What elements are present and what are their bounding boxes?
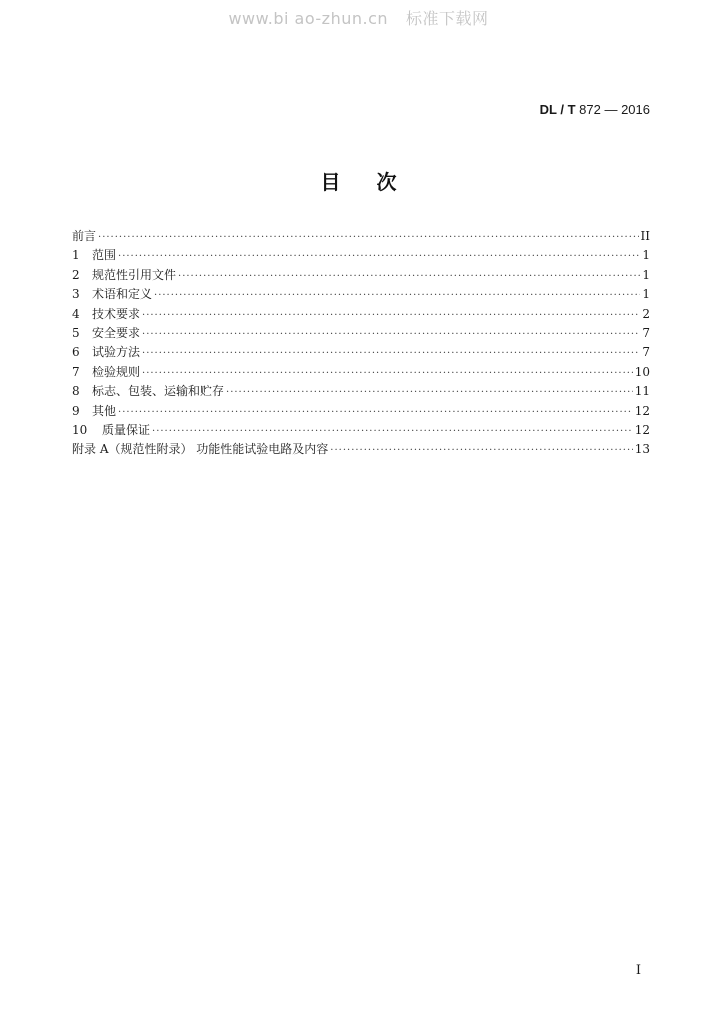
toc-entry-label: 范围 <box>92 248 117 263</box>
toc-entry-number: 5 <box>72 325 80 340</box>
toc-entry-label: 标志、包装、运输和贮存 <box>92 384 225 399</box>
toc-entry-foreword[interactable] <box>72 227 650 246</box>
document-code-number: 872 — 2016 <box>575 102 650 117</box>
toc-entry-number: 4 <box>72 306 80 321</box>
toc-entry-page: 12 <box>634 403 650 418</box>
toc-entry-label: 检验规则 <box>92 364 141 379</box>
page-title: 目次 <box>320 170 433 194</box>
toc-entry-9[interactable] <box>72 402 650 421</box>
toc-entry-6[interactable] <box>72 343 650 362</box>
toc-entry-1[interactable] <box>72 246 650 265</box>
toc-leader-dots <box>142 344 640 363</box>
toc-leader-dots <box>142 364 633 383</box>
toc-entry-page: 2 <box>642 306 650 321</box>
toc-entry-appendix-a[interactable] <box>72 440 650 459</box>
toc-leader-dots <box>118 403 633 422</box>
toc-entry-page: 1 <box>642 287 650 302</box>
watermark-url: www.bi ao-zhun.cn <box>228 9 389 28</box>
toc-leader-dots <box>178 267 640 286</box>
toc-entry-label: 技术要求 <box>92 306 141 321</box>
toc-entry-4[interactable] <box>72 305 650 324</box>
toc-entry-page: 7 <box>642 345 650 360</box>
toc-entry-3[interactable] <box>72 285 650 304</box>
toc-entry-label: 质量保证 <box>102 422 151 437</box>
toc-entry-10[interactable] <box>72 421 650 440</box>
toc-entry-label: 前言 <box>72 229 97 243</box>
toc-entry-number: 10 <box>72 422 88 437</box>
toc-entry-label: 附录 A（规范性附录） 功能性能试验电路及内容 <box>72 442 329 457</box>
watermark <box>0 6 717 29</box>
toc-entry-number: 3 <box>72 287 80 302</box>
toc-entry-label: 试验方法 <box>92 345 141 360</box>
toc-entry-page: 1 <box>642 248 650 263</box>
toc-entry-page: II <box>640 229 650 243</box>
toc-leader-dots <box>154 286 640 305</box>
document-code <box>540 102 650 117</box>
toc-entry-8[interactable] <box>72 382 650 401</box>
toc-entry-label: 术语和定义 <box>92 287 153 302</box>
toc-entry-page: 10 <box>634 364 650 379</box>
page-number: I <box>635 963 641 978</box>
toc-entry-page: 12 <box>634 422 650 437</box>
toc-entry-number: 1 <box>72 248 80 263</box>
toc-leader-dots <box>152 422 633 441</box>
toc-entry-label: 其他 <box>92 403 117 418</box>
toc-entry-number: 2 <box>72 267 80 282</box>
toc-leader-dots <box>226 383 633 402</box>
toc-entry-5[interactable] <box>72 324 650 343</box>
toc-entry-page: 11 <box>634 384 650 399</box>
toc-entry-number: 6 <box>72 345 80 360</box>
watermark-site-name: 标准下载网 <box>406 9 489 28</box>
toc-entry-number: 9 <box>72 403 80 418</box>
toc-leader-dots <box>142 325 640 344</box>
toc-entry-number: 7 <box>72 364 80 379</box>
toc-leader-dots <box>118 247 640 266</box>
toc-leader-dots <box>142 306 640 325</box>
toc-leader-dots <box>330 441 632 460</box>
toc-entry-number: 8 <box>72 384 80 399</box>
toc-entry-2[interactable] <box>72 266 650 285</box>
toc-entry-page: 7 <box>642 325 650 340</box>
toc-entry-7[interactable] <box>72 363 650 382</box>
table-of-contents <box>72 227 650 460</box>
toc-leader-dots <box>98 228 639 247</box>
toc-entry-page: 13 <box>634 442 650 457</box>
toc-entry-label: 安全要求 <box>92 325 141 340</box>
document-code-prefix: DL / T <box>539 102 576 117</box>
toc-entry-label: 规范性引用文件 <box>92 267 177 282</box>
toc-entry-page: 1 <box>642 267 650 282</box>
